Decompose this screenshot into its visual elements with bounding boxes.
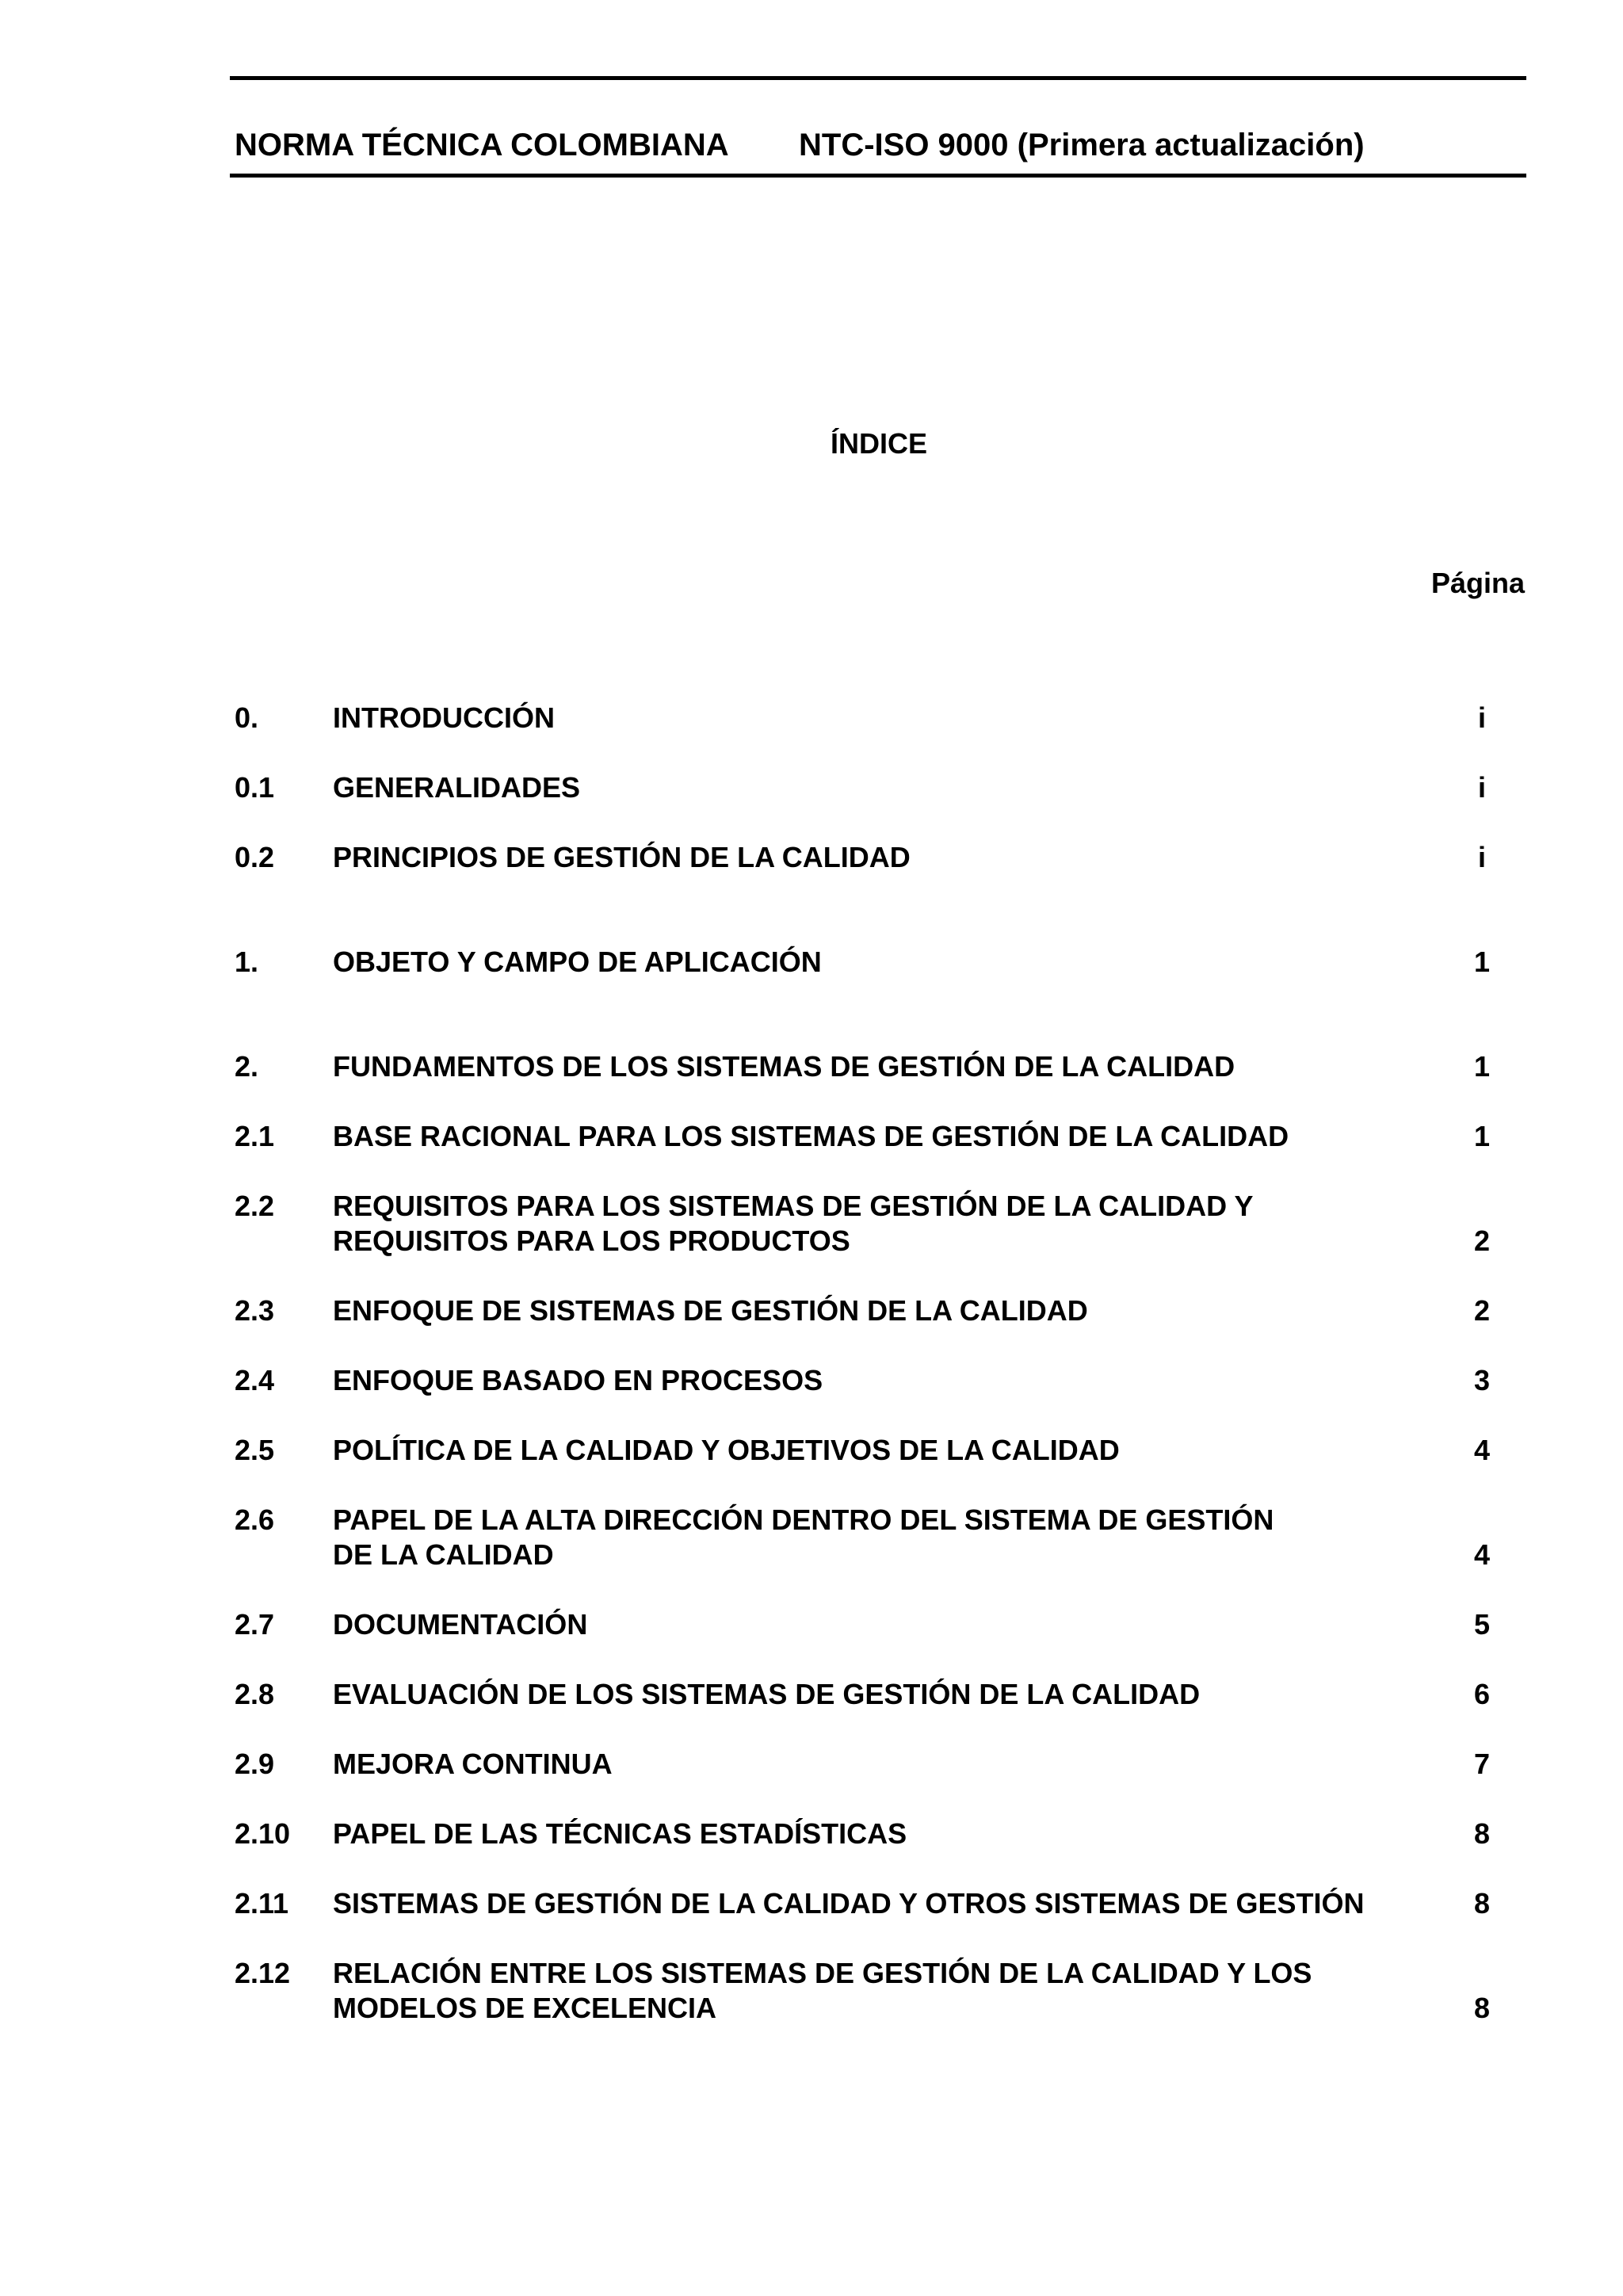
toc-entry-number: 0. <box>235 701 259 734</box>
index-title-wrapper <box>0 425 1623 463</box>
toc-entry-page: i <box>1477 771 1486 804</box>
toc-entry-title: ENFOQUE BASADO EN PROCESOS <box>333 1364 823 1396</box>
toc-entry-title: REQUISITOS PARA LOS SISTEMAS DE GESTIÓN DE LA CALIDAD Y <box>333 1190 1254 1222</box>
toc-entry-title: MODELOS DE EXCELENCIA <box>333 1992 717 2024</box>
toc-entry-number: 2.7 <box>235 1608 275 1641</box>
toc-entry-title: DOCUMENTACIÓN <box>333 1608 588 1641</box>
toc-entry <box>0 1363 1623 1398</box>
document-code: NTC-ISO 9000 (Primera actualización) <box>799 128 1365 162</box>
toc-entry-number: 2.1 <box>235 1120 275 1152</box>
toc-entry <box>0 1293 1623 1328</box>
toc-entry <box>0 1956 1623 2026</box>
toc-entry-title: PAPEL DE LAS TÉCNICAS ESTADÍSTICAS <box>333 1817 907 1850</box>
toc-entry-number: 2. <box>235 1050 259 1083</box>
toc-entry-number: 1. <box>235 946 259 978</box>
toc-entry-number: 2.9 <box>235 1748 275 1780</box>
header-top-rule <box>230 76 1526 80</box>
standard-type: NORMA TÉCNICA COLOMBIANA <box>235 128 729 162</box>
toc-entry-title: EVALUACIÓN DE LOS SISTEMAS DE GESTIÓN DE LA CALIDAD <box>333 1678 1201 1710</box>
toc-entry-number: 2.3 <box>235 1294 275 1327</box>
page-column-label: Página <box>1430 567 1525 599</box>
toc-entry-title: REQUISITOS PARA LOS PRODUCTOS <box>333 1224 850 1257</box>
toc-entry-page: 8 <box>1473 1887 1491 1920</box>
toc-entry <box>0 945 1623 980</box>
toc-entry-number: 2.11 <box>235 1887 289 1920</box>
toc-entry-page: 1 <box>1473 946 1491 978</box>
toc-entry-page: 8 <box>1473 1817 1491 1850</box>
toc-entry-title: GENERALIDADES <box>333 771 581 804</box>
toc-entry-number: 2.12 <box>235 1957 291 1989</box>
toc-entry <box>0 1886 1623 1921</box>
toc-entry-number: 2.10 <box>235 1817 291 1850</box>
toc-entry-title: RELACIÓN ENTRE LOS SISTEMAS DE GESTIÓN DE LA CALIDAD Y LOS <box>333 1957 1312 1989</box>
toc-entry-title: ENFOQUE DE SISTEMAS DE GESTIÓN DE LA CALIDAD <box>333 1294 1088 1327</box>
toc-entry <box>0 770 1623 805</box>
page-header <box>235 125 1365 165</box>
toc-entry-page: 1 <box>1473 1120 1491 1152</box>
toc-entry-number: 2.6 <box>235 1503 275 1536</box>
toc-entry-number: 2.8 <box>235 1678 275 1710</box>
toc-entry <box>0 1503 1623 1572</box>
toc-entry-page: i <box>1477 701 1486 734</box>
toc-entry-number: 0.1 <box>235 771 275 804</box>
toc-entry-title: OBJETO Y CAMPO DE APLICACIÓN <box>333 946 822 978</box>
toc-entry <box>0 1677 1623 1712</box>
toc-entry-title: DE LA CALIDAD <box>333 1538 554 1571</box>
toc-entry-page: 2 <box>1473 1294 1491 1327</box>
toc-entry-page: 6 <box>1473 1678 1491 1710</box>
toc-entry-title: BASE RACIONAL PARA LOS SISTEMAS DE GESTIÓN DE LA CALIDAD <box>333 1120 1289 1152</box>
toc-entry-page: 4 <box>1473 1538 1491 1571</box>
toc-entry <box>0 701 1623 735</box>
toc-entry-title: SISTEMAS DE GESTIÓN DE LA CALIDAD Y OTROS SISTEMAS DE GESTIÓN <box>333 1887 1365 1920</box>
toc-entry-title: MEJORA CONTINUA <box>333 1748 613 1780</box>
toc-entry-title: FUNDAMENTOS DE LOS SISTEMAS DE GESTIÓN DE LA CALIDAD <box>333 1050 1235 1083</box>
toc-entry-page: 5 <box>1473 1608 1491 1641</box>
toc-entry-page: 2 <box>1473 1224 1491 1257</box>
toc-entry-page: 3 <box>1473 1364 1491 1396</box>
toc-entry-number: 2.5 <box>235 1434 275 1466</box>
toc-entry <box>0 1433 1623 1468</box>
toc-entry-number: 2.4 <box>235 1364 275 1396</box>
toc-entry-page: 4 <box>1473 1434 1491 1466</box>
toc-entry <box>0 1607 1623 1642</box>
toc-entry-page: 7 <box>1473 1748 1491 1780</box>
toc-entry-title: POLÍTICA DE LA CALIDAD Y OBJETIVOS DE LA CALIDAD <box>333 1434 1120 1466</box>
toc-entry <box>0 1049 1623 1084</box>
header-bottom-rule <box>230 174 1526 178</box>
toc-entry-number: 0.2 <box>235 841 275 873</box>
toc-entry-title: INTRODUCCIÓN <box>333 701 555 734</box>
toc-entry-title: PRINCIPIOS DE GESTIÓN DE LA CALIDAD <box>333 841 911 873</box>
index-title: ÍNDICE <box>830 427 927 460</box>
toc-entry-page: i <box>1477 841 1486 873</box>
toc-entry-page: 1 <box>1473 1050 1491 1083</box>
toc-entry <box>0 840 1623 875</box>
toc-entry-page: 8 <box>1473 1992 1491 2024</box>
toc-entry <box>0 1189 1623 1259</box>
toc-entry-title: PAPEL DE LA ALTA DIRECCIÓN DENTRO DEL SISTEMA DE GESTIÓN <box>333 1503 1274 1536</box>
toc-entry <box>0 1817 1623 1851</box>
toc-entry <box>0 1119 1623 1154</box>
toc-entry <box>0 1747 1623 1782</box>
toc-entry-number: 2.2 <box>235 1190 275 1222</box>
